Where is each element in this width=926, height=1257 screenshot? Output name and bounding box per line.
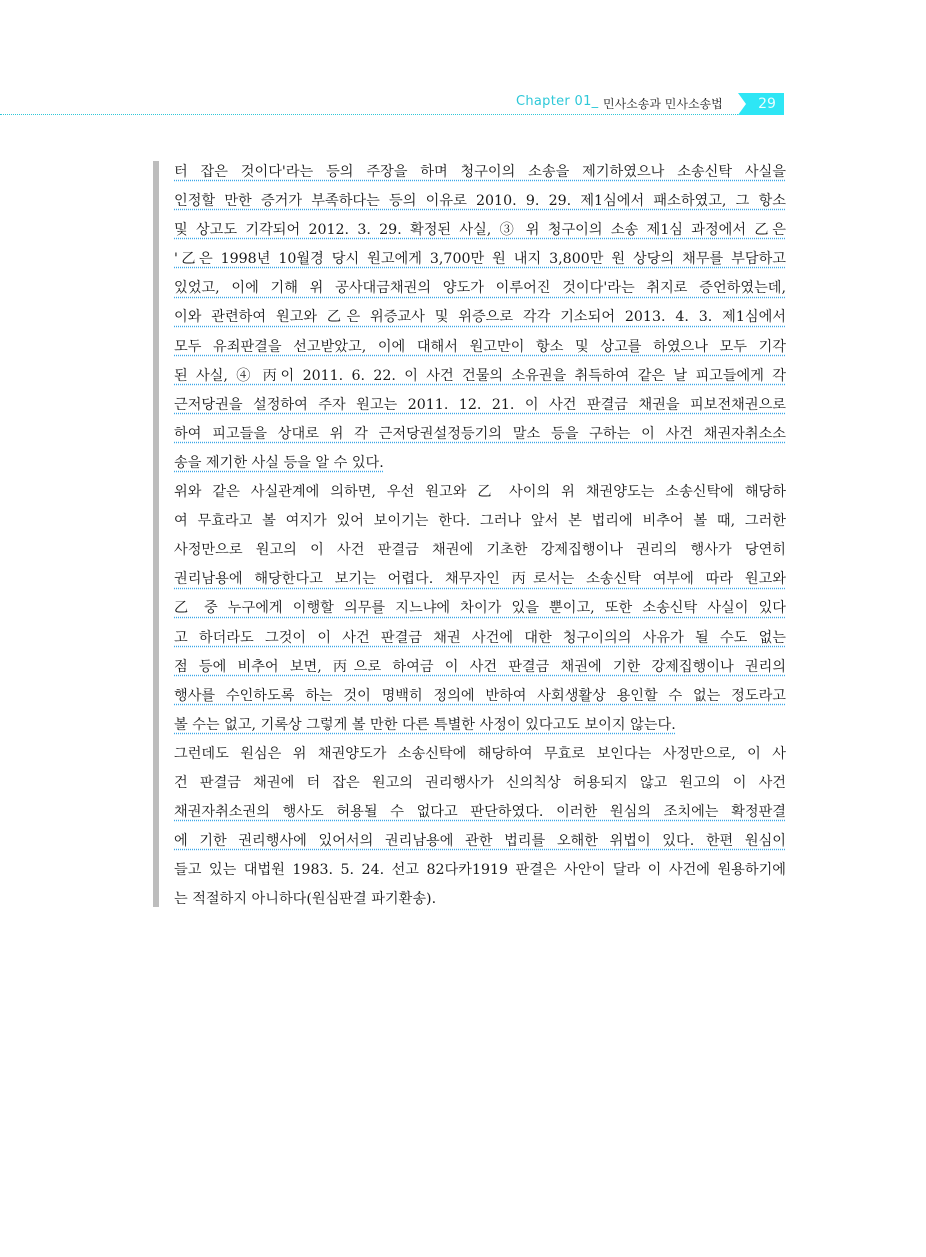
text-line: 여 무효라고 볼 여지가 있어 보이기는 한다. 그러나 앞서 본 법리에 비추어 볼 때, 그러한 [174, 513, 786, 530]
text-line: 된 사실, ④ 丙이 2011. 6. 22. 이 사건 건물의 소유권을 취득하여 같은 날 피고들에게 각 [174, 367, 786, 384]
text-line: 들고 있는 대법원 1983. 5. 24. 선고 82다카1919 판결은 사안이 달라 이 사건에 원용하기에 [174, 862, 786, 879]
text-line: 터 잡은 것이다'라는 등의 주장을 하며 청구이의 소송을 제기하였으나 소송신탁 사실을 [174, 164, 786, 180]
text-line: 모두 유죄판결을 선고받았고, 이에 대해서 원고만이 항소 및 상고를 하였으나 모두 기각 [174, 338, 786, 355]
text-line: 사정만으로 원고의 이 사건 판결금 채권에 기초한 강제집행이나 권리의 행사가 당연히 [174, 542, 786, 559]
chapter-title: 민사소송과 민사소송법 [603, 97, 723, 111]
header-dotted-rule [0, 114, 784, 115]
page-number: 29 [758, 96, 776, 112]
text-line: 그런데도 원심은 위 채권양도가 소송신탁에 해당하여 무효로 보인다는 사정만으로, 이 사 [174, 745, 786, 762]
text-line: 및 상고도 기각되어 2012. 3. 29. 확정된 사실, ③ 위 청구이의 소송 제1심 과정에서 乙은 [174, 222, 786, 239]
text-line: 고 하더라도 그것이 이 사건 판결금 채권 사건에 대한 청구이의의 사유가 될 수도 없는 [174, 629, 786, 646]
text-line: 있었고, 이에 기해 위 공사대금채권의 양도가 이루어진 것이다'라는 취지로 증언하였는데, [174, 280, 786, 297]
page-header [0, 0, 926, 120]
text-line: 행사를 수인하도록 하는 것이 명백히 정의에 반하여 사회생활상 용인할 수 없는 정도라고 [174, 687, 786, 704]
text-line: 채권자취소권의 행사도 허용될 수 없다고 판단하였다. 이러한 원심의 조치에는 확정판결 [174, 804, 786, 821]
text-line: '乙은 1998년 10월경 당시 원고에게 3,700만 원 내지 3,800만 원 상당의 채무를 부담하고 [174, 251, 786, 268]
body-text [174, 158, 786, 914]
text-line: 송을 제기한 사실 등을 알 수 있다. [174, 454, 384, 471]
text-line: 乙 중 누구에게 이행할 의무를 지느냐에 차이가 있을 뿐이고, 또한 소송신탁 사실이 있다 [174, 600, 786, 617]
text-line: 이와 관련하여 원고와 乙은 위증교사 및 위증으로 각각 기소되어 2013. 4. 3. 제1심에서 [174, 309, 786, 326]
chapter-label: Chapter 01_ [516, 94, 599, 109]
text-line: 권리남용에 해당한다고 보기는 어렵다. 채무자인 丙로서는 소송신탁 여부에 따라 원고와 [174, 571, 786, 588]
text-line: 는 적절하지 아니하다(원심판결 파기환송). [174, 891, 437, 908]
text-line: 볼 수는 없고, 기록상 그렇게 볼 만한 다른 특별한 사정이 있다고도 보이지 않는다. [174, 716, 676, 733]
text-line: 근저당권을 설정하여 주자 원고는 2011. 12. 21. 이 사건 판결금 채권을 피보전채권으로 [174, 396, 786, 413]
text-line: 점 등에 비추어 보면, 丙으로 하여금 이 사건 판결금 채권에 기한 강제집행이나 권리의 [174, 658, 786, 675]
text-line: 하여 피고들을 상대로 위 각 근저당권설정등기의 말소 등을 구하는 이 사건 채권자취소소 [174, 425, 786, 442]
quote-side-bar [153, 161, 159, 907]
text-line: 인정할 만한 증거가 부족하다는 등의 이유로 2010. 9. 29. 제1심에서 패소하였고, 그 항소 [174, 193, 786, 210]
text-line: 위와 같은 사실관계에 의하면, 우선 원고와 乙 사이의 위 채권양도는 소송신탁에 해당하 [174, 484, 786, 501]
text-line: 건 판결금 채권에 터 잡은 원고의 권리행사가 신의칙상 허용되지 않고 원고의 이 사건 [174, 774, 786, 791]
text-line: 에 기한 권리행사에 있어서의 권리남용에 관한 법리를 오해한 위법이 있다. 한편 원심이 [174, 833, 786, 850]
